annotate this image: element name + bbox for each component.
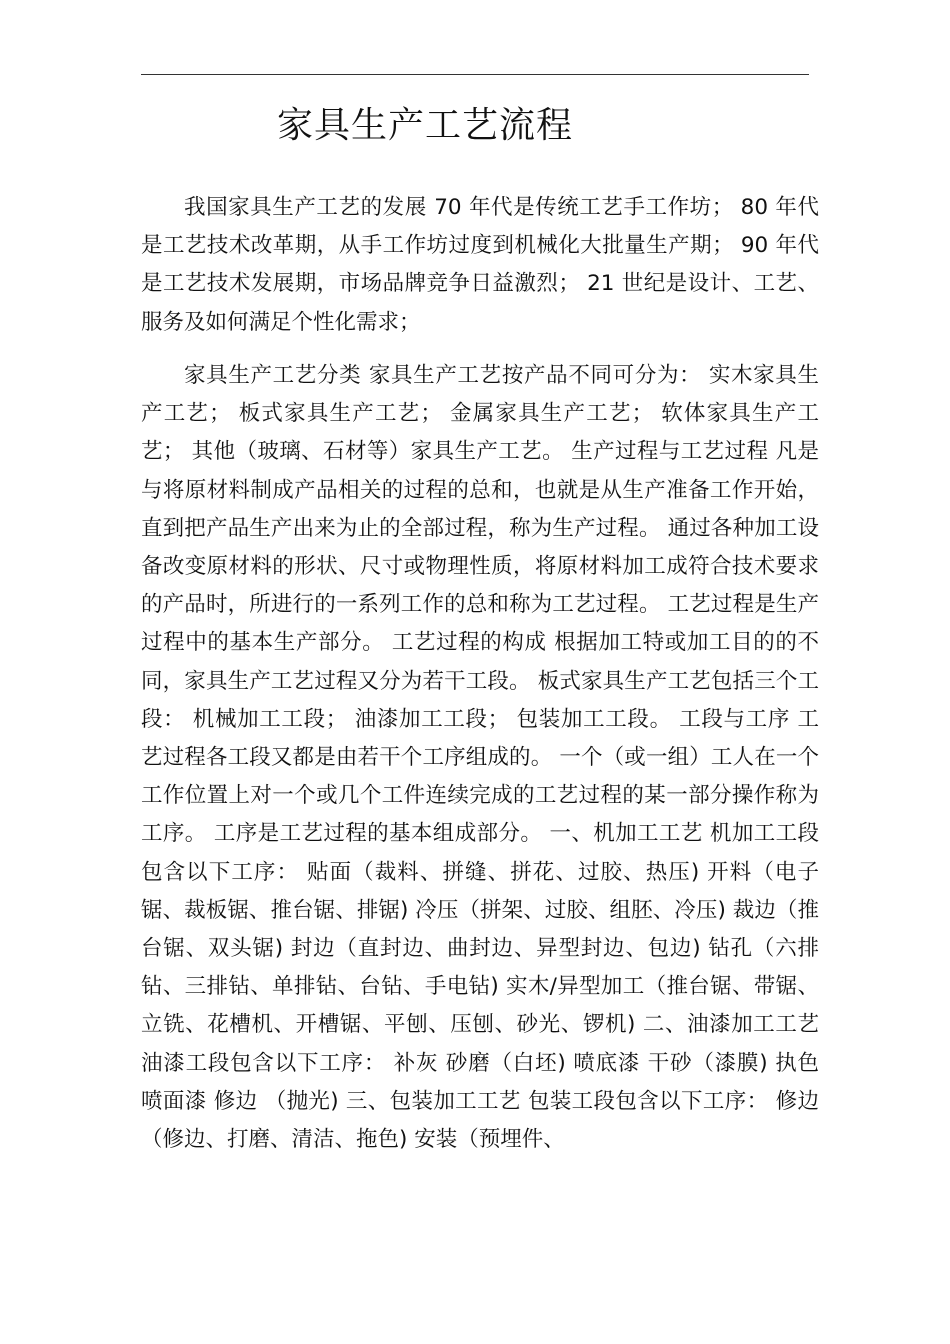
paragraph-history: 我国家具生产工艺的发展 70 年代是传统工艺手工作坊； 80 年代是工艺技术改革期，从手工作坊过度到机械化大批量生产期； 90 年代是工艺技术发展期，市场品牌竞争日益激烈； 21 世纪是设计、工艺、服务及如何满足个性化需求； [141, 195, 819, 335]
header-rule [141, 74, 809, 75]
paragraph-process: 家具生产工艺分类 家具生产工艺按产品不同可分为： 实木家具生产工艺； 板式家具生产工艺； 金属家具生产工艺； 软体家具生产工艺； 其他（玻璃、石材等）家具生产工艺。 生产过程与工艺过程 凡是与将原材料制成产品相关的过程的总和，也就是从生产准备工作开始，直到把产品生产出来为止的全部过程，称为生产过程。 通过各种加工设备改变原材料的形状、尺寸或物理性质，将原材料加工成符合技术要求的产品时，所进行的一系列工作的总和称为工艺过程。 工艺过程是生产过程中的基本生产部分。 工艺过程的构成 根据加工特或加工目的的不同，家具生产工艺过程又分为若干工段。 板式家具生产工艺包括三个工段： 机械加工工段； 油漆加工工段； 包装加工工段。 工段与工序 工艺过程各工段又都是由若干个工序组成的。 一个（或一组）工人在一个工作位置上对一个或几个工件连续完成的工艺过程的某一部分操作称为工序。 工序是工艺过程的基本组成部分。 一、机加工工艺 机加工工段包含以下工序： 贴面（裁料、拼缝、拼花、过胶、热压) 开料（电子锯、裁板锯、推台锯、排锯) 冷压（拼架、过胶、组胚、冷压) 裁边（推台锯、双头锯) 封边（直封边、曲封边、异型封边、包边) 钻孔（六排钻、三排钻、单排钻、台钻、手电钻) 实木/异型加工（推台锯、带锯、立铣、花槽机、开槽锯、平刨、压刨、砂光、锣机) 二、油漆加工工艺 油漆工段包含以下工序： 补灰 砂磨（白坯) 喷底漆 干砂（漆膜) 执色 喷面漆 修边 （抛光) 三、包装加工工艺 包装工段包含以下工序： 修边（修边、打磨、清洁、拖色) 安装（预埋件、 [141, 363, 819, 1153]
document-title: 家具生产工艺流程 [277, 105, 574, 146]
